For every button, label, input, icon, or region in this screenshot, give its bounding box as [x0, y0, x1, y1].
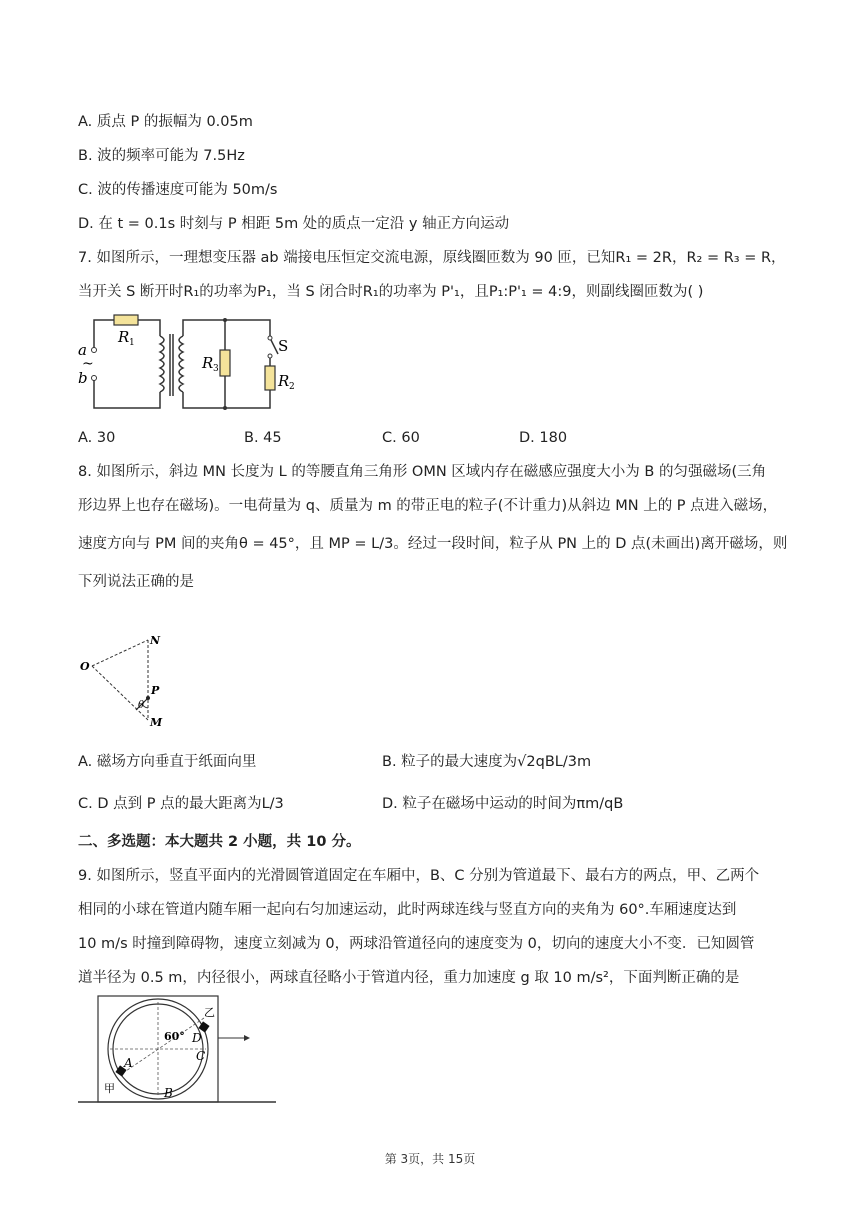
- q9-circular-pipe-figure: [76, 994, 282, 1108]
- label-s: S: [278, 337, 289, 355]
- label-yi: 乙: [204, 1006, 215, 1019]
- q7-stem-line-2: 当开关 S 断开时R₁的功率为P₁，当 S 闭合时R₁的功率为 P'₁，且P₁:P'₁ = 4:9，则副线圈匝数为( ): [78, 284, 704, 300]
- q7-option-a: A. 30: [78, 430, 116, 446]
- page-number-footer: 第 3页，共 15页: [384, 1152, 476, 1166]
- q8-option-c: C. D 点到 P 点的最大距离为L/3: [78, 796, 284, 812]
- q6-option-d: D. 在 t = 0.1s 时刻与 P 相距 5m 处的质点一定沿 y 轴正方向运动: [78, 216, 510, 232]
- label-r2-sub: 2: [289, 382, 295, 392]
- label-r2: R: [278, 372, 290, 390]
- q8-triangle-field-figure: [76, 600, 186, 732]
- label-60deg: 60°: [164, 1030, 185, 1043]
- label-p: P: [151, 684, 160, 697]
- label-r3-sub: 3: [213, 364, 219, 374]
- q7-option-d: D. 180: [519, 430, 568, 446]
- q6-option-a: A. 质点 P 的振幅为 0.05m: [78, 114, 253, 130]
- label-b: b: [78, 369, 88, 387]
- q8-stem-line-4: 下列说法正确的是: [78, 574, 194, 590]
- q8-stem-line-1: 8. 如图所示，斜边 MN 长度为 L 的等腰直角三角形 OMN 区域内存在磁感应强度大小为 B 的匀强磁场(三角: [78, 464, 767, 480]
- label-theta: θ: [138, 700, 145, 711]
- label-a: a: [78, 341, 87, 359]
- q7-option-b: B. 45: [244, 430, 282, 446]
- label-r1: R: [118, 328, 130, 346]
- label-o: O: [80, 660, 90, 673]
- q6-option-b: B. 波的频率可能为 7.5Hz: [78, 148, 245, 164]
- q6-option-c: C. 波的传播速度可能为 50m/s: [78, 182, 278, 198]
- label-r3: R: [202, 354, 214, 372]
- q9-stem-line-1: 9. 如图所示，竖直平面内的光滑圆管道固定在车厢中，B、C 分别为管道最下、最右方的两点，甲、乙两个: [78, 868, 760, 884]
- q8-stem-line-3: 速度方向与 PM 间的夹角θ = 45°，且 MP = L/3。经过一段时间，粒子从 PN 上的 D 点(未画出)离开磁场，则: [78, 536, 788, 552]
- q9-stem-line-4: 道半径为 0.5 m，内径很小，两球直径略小于管道内径，重力加速度 g 取 10 m/s²，下面判断正确的是: [78, 970, 740, 986]
- label-n: N: [150, 634, 161, 647]
- q9-stem-line-2: 相同的小球在管道内随车厢一起向右匀加速运动，此时两球连线与竖直方向的夹角为 60°.车厢速度达到: [78, 902, 737, 918]
- q8-stem-line-2: 形边界上也存在磁场)。一电荷量为 q、质量为 m 的带正电的粒子(不计重力)从斜边 MN 上的 P 点进入磁场，: [78, 498, 778, 514]
- label-b: B: [164, 1086, 173, 1100]
- label-c: C: [196, 1049, 206, 1063]
- q8-option-a: A. 磁场方向垂直于纸面向里: [78, 754, 257, 770]
- section-2-heading: 二、多选题：本大题共 2 小题，共 10 分。: [78, 834, 361, 850]
- q7-transformer-circuit-figure: [72, 310, 312, 416]
- label-tilde: ~: [82, 356, 94, 372]
- q8-option-d: D. 粒子在磁场中运动的时间为πm/qB: [382, 796, 624, 812]
- label-m: M: [150, 716, 163, 729]
- q7-option-c: C. 60: [382, 430, 420, 446]
- label-jia: 甲: [104, 1082, 115, 1095]
- label-a: A: [124, 1056, 133, 1070]
- q8-option-b: B. 粒子的最大速度为√2qBL/3m: [382, 754, 592, 770]
- q7-stem-line-1: 7. 如图所示，一理想变压器 ab 端接电压恒定交流电源，原线圈匝数为 90 匝，已知R₁ = 2R，R₂ = R₃ = R，: [78, 250, 786, 266]
- label-r1-sub: 1: [129, 338, 135, 348]
- label-d: D: [192, 1031, 202, 1045]
- q9-stem-line-3: 10 m/s 时撞到障碍物，速度立刻减为 0，两球沿管道径向的速度变为 0，切向的速度大小不变．已知圆管: [78, 936, 755, 952]
